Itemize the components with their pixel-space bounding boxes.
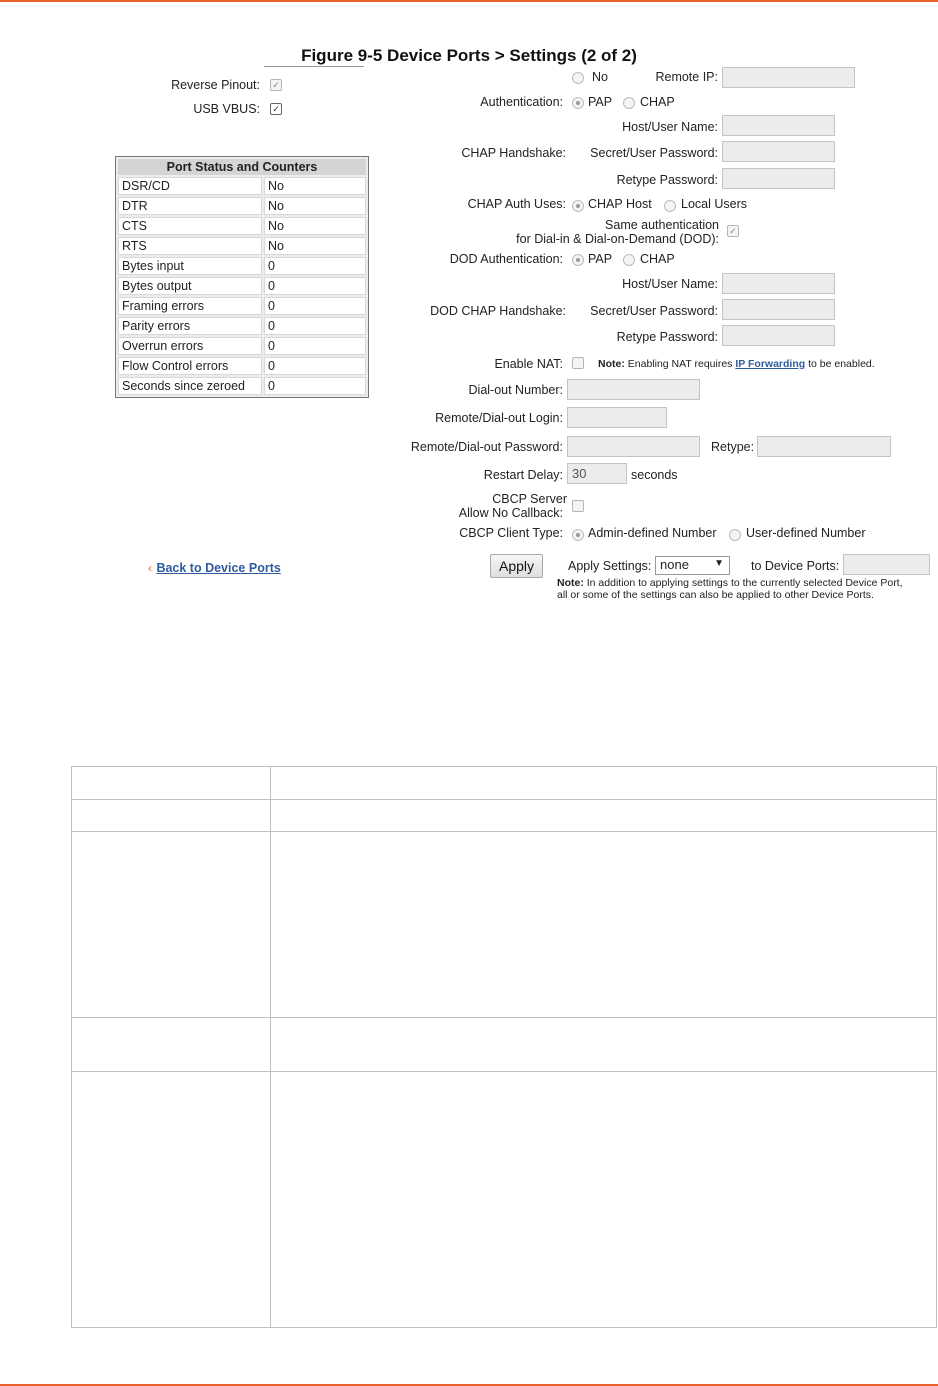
row-value: No bbox=[264, 237, 366, 255]
dod-authentication-label: DOD Authentication: bbox=[449, 252, 563, 266]
row-label: Framing errors bbox=[118, 297, 262, 315]
bottom-note-bold: Note: bbox=[557, 577, 584, 589]
reverse-pinout-label: Reverse Pinout: bbox=[171, 78, 260, 92]
dod-chap-handshake-label: DOD CHAP Handshake: bbox=[430, 304, 566, 318]
port-status-table bbox=[115, 156, 369, 398]
cbcp-client-type-label: CBCP Client Type: bbox=[459, 526, 563, 540]
top-cut-field bbox=[264, 60, 364, 67]
table-column-divider bbox=[270, 767, 271, 1327]
dial-out-number-input[interactable] bbox=[567, 379, 700, 400]
retype-label: Retype: bbox=[711, 440, 755, 454]
table-row bbox=[118, 197, 366, 215]
dropdown-arrow-icon: ▼ bbox=[714, 558, 724, 569]
nat-note-text2: to be enabled. bbox=[805, 358, 875, 370]
row-value: 0 bbox=[264, 317, 366, 335]
secret-user-password-label: Secret/User Password: bbox=[590, 146, 718, 160]
apply-settings-value: none bbox=[660, 557, 689, 572]
parameter-table bbox=[71, 766, 937, 1328]
nat-note bbox=[598, 358, 875, 370]
row-value: No bbox=[264, 197, 366, 215]
chap-auth-uses-label: CHAP Auth Uses: bbox=[467, 197, 566, 211]
restart-delay-label: Restart Delay: bbox=[483, 468, 563, 482]
remote-ip-label: Remote IP: bbox=[655, 70, 718, 84]
retype-password-input[interactable] bbox=[722, 168, 835, 189]
chap-host-label: CHAP Host bbox=[588, 197, 652, 211]
dod-pap-radio[interactable] bbox=[572, 254, 584, 266]
usb-vbus-label: USB VBUS: bbox=[193, 102, 260, 116]
no-label: No bbox=[592, 70, 608, 84]
table-row-divider bbox=[72, 1017, 936, 1018]
row-label: Flow Control errors bbox=[118, 357, 262, 375]
row-label: Bytes input bbox=[118, 257, 262, 275]
row-value: 0 bbox=[264, 297, 366, 315]
back-link-text[interactable]: Back to Device Ports bbox=[156, 561, 281, 575]
cbcp-server-checkbox[interactable] bbox=[572, 500, 584, 512]
host-user-name-label: Host/User Name: bbox=[622, 120, 718, 134]
cbcp-server-label-line2: Allow No Callback: bbox=[458, 506, 563, 520]
row-label: CTS bbox=[118, 217, 262, 235]
cbcp-server-label-line1: CBCP Server bbox=[492, 492, 567, 506]
apply-settings-label: Apply Settings: bbox=[568, 559, 652, 573]
row-label: Parity errors bbox=[118, 317, 262, 335]
figure-title: Figure 9-5 Device Ports > Settings (2 of 2) bbox=[301, 46, 637, 65]
table-row bbox=[118, 217, 366, 235]
user-defined-label: User-defined Number bbox=[746, 526, 866, 540]
table-row bbox=[118, 357, 366, 375]
admin-defined-label: Admin-defined Number bbox=[588, 526, 717, 540]
dod-pap-label: PAP bbox=[588, 252, 613, 266]
row-label: Overrun errors bbox=[118, 337, 262, 355]
table-row-divider bbox=[72, 1071, 936, 1072]
row-value: 0 bbox=[264, 277, 366, 295]
row-value: No bbox=[264, 217, 366, 235]
remote-login-input[interactable] bbox=[567, 407, 667, 428]
retype-input[interactable] bbox=[757, 436, 891, 457]
chap-radio[interactable] bbox=[623, 97, 635, 109]
pap-label: PAP bbox=[588, 95, 613, 109]
chap-label: CHAP bbox=[640, 95, 675, 109]
dial-out-number-label: Dial-out Number: bbox=[468, 383, 563, 397]
row-label: Bytes output bbox=[118, 277, 262, 295]
device-ports-input[interactable] bbox=[843, 554, 930, 575]
bottom-note bbox=[557, 577, 903, 601]
host-user-name-input[interactable] bbox=[722, 115, 835, 136]
apply-button[interactable]: Apply bbox=[490, 554, 543, 578]
to-device-ports-label: to Device Ports: bbox=[751, 559, 840, 573]
chevron-left-icon: ‹ bbox=[148, 561, 152, 575]
table-row bbox=[118, 317, 366, 335]
bottom-note-text1: In addition to applying settings to the currently selected Device Port, bbox=[583, 577, 903, 589]
bottom-note-line1 bbox=[557, 577, 903, 589]
remote-password-input[interactable] bbox=[567, 436, 700, 457]
row-label: DSR/CD bbox=[118, 177, 262, 195]
remote-login-label: Remote/Dial-out Login: bbox=[435, 411, 563, 425]
table-row bbox=[118, 237, 366, 255]
row-value: 0 bbox=[264, 337, 366, 355]
user-defined-radio[interactable] bbox=[729, 529, 741, 541]
row-value: 0 bbox=[264, 357, 366, 375]
table-row-divider bbox=[72, 799, 936, 800]
remote-ip-input[interactable] bbox=[722, 67, 855, 88]
enable-nat-label: Enable NAT: bbox=[494, 357, 563, 371]
dod-retype-password-input[interactable] bbox=[722, 325, 835, 346]
nat-note-bold: Note: bbox=[598, 358, 625, 370]
table-row bbox=[118, 297, 366, 315]
dod-secret-user-password-label: Secret/User Password: bbox=[590, 304, 718, 318]
table-row bbox=[118, 337, 366, 355]
dod-host-user-name-input[interactable] bbox=[722, 273, 835, 294]
dod-chap-radio[interactable] bbox=[623, 254, 635, 266]
row-value: No bbox=[264, 177, 366, 195]
table-row bbox=[118, 257, 366, 275]
pap-radio[interactable] bbox=[572, 97, 584, 109]
top-rule bbox=[0, 0, 938, 2]
chap-host-radio[interactable] bbox=[572, 200, 584, 212]
row-label: DTR bbox=[118, 197, 262, 215]
same-auth-label-line1: Same authentication bbox=[605, 218, 719, 232]
admin-defined-radio[interactable] bbox=[572, 529, 584, 541]
port-status-header: Port Status and Counters bbox=[118, 159, 366, 175]
dod-host-user-name-label: Host/User Name: bbox=[622, 277, 718, 291]
dod-retype-password-label: Retype Password: bbox=[616, 330, 718, 344]
table-row bbox=[118, 177, 366, 195]
local-users-label: Local Users bbox=[681, 197, 747, 211]
secret-user-password-input[interactable] bbox=[722, 141, 835, 162]
nat-note-text1: Enabling NAT requires bbox=[624, 358, 736, 370]
ip-forwarding-link[interactable]: IP Forwarding bbox=[735, 358, 806, 370]
apply-settings-select[interactable] bbox=[655, 556, 730, 575]
local-users-radio[interactable] bbox=[664, 200, 676, 212]
same-auth-checkbox[interactable]: ✓ bbox=[727, 225, 739, 237]
row-label: Seconds since zeroed bbox=[118, 377, 262, 395]
bottom-note-line2: all or some of the settings can also be applied to other Device Ports. bbox=[557, 589, 874, 601]
enable-nat-checkbox[interactable] bbox=[572, 357, 584, 369]
restart-delay-input[interactable]: 30 bbox=[567, 463, 627, 484]
usb-vbus-checkbox[interactable]: ✓ bbox=[270, 103, 282, 115]
no-radio[interactable] bbox=[572, 72, 584, 84]
dod-secret-user-password-input[interactable] bbox=[722, 299, 835, 320]
chap-handshake-label: CHAP Handshake: bbox=[461, 146, 566, 160]
authentication-label: Authentication: bbox=[480, 95, 563, 109]
remote-password-label: Remote/Dial-out Password: bbox=[410, 440, 563, 454]
retype-password-label: Retype Password: bbox=[616, 173, 718, 187]
back-link[interactable] bbox=[148, 559, 281, 577]
table-row-divider bbox=[72, 831, 936, 832]
dod-chap-label: CHAP bbox=[640, 252, 675, 266]
table-row bbox=[118, 377, 366, 395]
row-value: 0 bbox=[264, 377, 366, 395]
table-row bbox=[118, 277, 366, 295]
row-label: RTS bbox=[118, 237, 262, 255]
seconds-label: seconds bbox=[631, 468, 678, 482]
row-value: 0 bbox=[264, 257, 366, 275]
same-auth-label-line2: for Dial-in & Dial-on-Demand (DOD): bbox=[516, 232, 719, 246]
reverse-pinout-checkbox[interactable]: ✓ bbox=[270, 79, 282, 91]
